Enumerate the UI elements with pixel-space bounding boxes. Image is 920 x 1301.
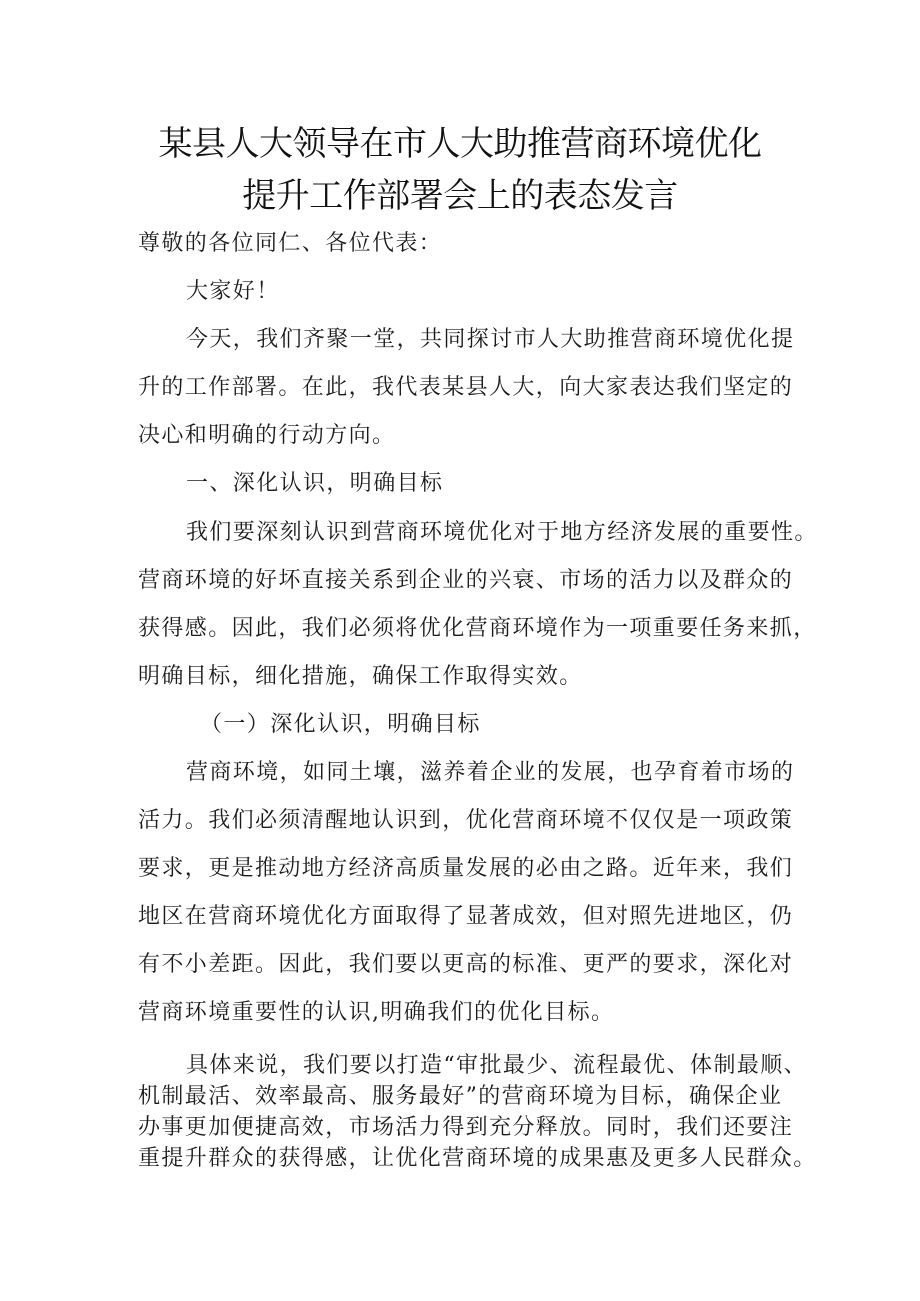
subsection-heading: （一）深化认识，明确目标 (200, 712, 481, 737)
subsection-paragraph-line: 活力。我们必须清醒地认识到，优化营商环境不仅仅是一项政策 (138, 808, 794, 833)
document-title-line-2: 提升工作部署会上的表态发言 (242, 176, 678, 216)
section-paragraph-line: 营商环境的好坏直接关系到企业的兴衰、市场的活力以及群众的 (138, 568, 794, 593)
subsection-paragraph-line: 地区在营商环境优化方面取得了显著成效，但对照先进地区，仍 (138, 904, 794, 929)
subsection-paragraph-line: 要求，更是推动地方经济高质量发展的必由之路。近年来，我们 (138, 856, 794, 881)
intro-line: 今天，我们齐聚一堂，共同探讨市人大助推营商环境优化提 (186, 327, 795, 352)
subsection-paragraph-line: 营商环境，如同土壤，滋养着企业的发展，也孕育着市场的 (186, 760, 795, 785)
paragraph-line: 办事更加便捷高效，市场活力得到充分释放。同时，我们还要注 (138, 1115, 794, 1140)
paragraph-line: 机制最活、效率最高、服务最好”的营商环境为目标，确保企业 (138, 1084, 783, 1109)
subsection-paragraph-line: 有不小差距。因此，我们要以更高的标准、更严的要求，深化对 (138, 952, 794, 977)
document-title-line-1: 某县人大领导在市人大助推营商环境优化 (158, 124, 762, 164)
section-heading: 一、深化认识，明确目标 (186, 471, 444, 496)
greeting: 大家好！ (186, 279, 280, 304)
salutation: 尊敬的各位同仁、各位代表： (138, 231, 443, 256)
section-paragraph-line: 明确目标，细化措施，确保工作取得实效。 (138, 664, 583, 689)
intro-line: 决心和明确的行动方向。 (138, 423, 396, 448)
section-paragraph-line: 获得感。因此，我们必须将优化营商环境作为一项重要任务来抓， (138, 616, 817, 641)
intro-line: 升的工作部署。在此，我代表某县人大，向大家表达我们坚定的 (138, 375, 794, 400)
subsection-paragraph-line: 营商环境重要性的认识,明确我们的优化目标。 (138, 1000, 615, 1025)
paragraph-line: 重提升群众的获得感，让优化营商环境的成果惠及更多人民群众。 (138, 1146, 817, 1171)
paragraph-line: 具体来说，我们要以打造“审批最少、流程最优、体制最顺、 (186, 1053, 808, 1078)
section-paragraph-line: 我们要深刻认识到营商环境优化对于地方经济发展的重要性。 (186, 520, 818, 545)
